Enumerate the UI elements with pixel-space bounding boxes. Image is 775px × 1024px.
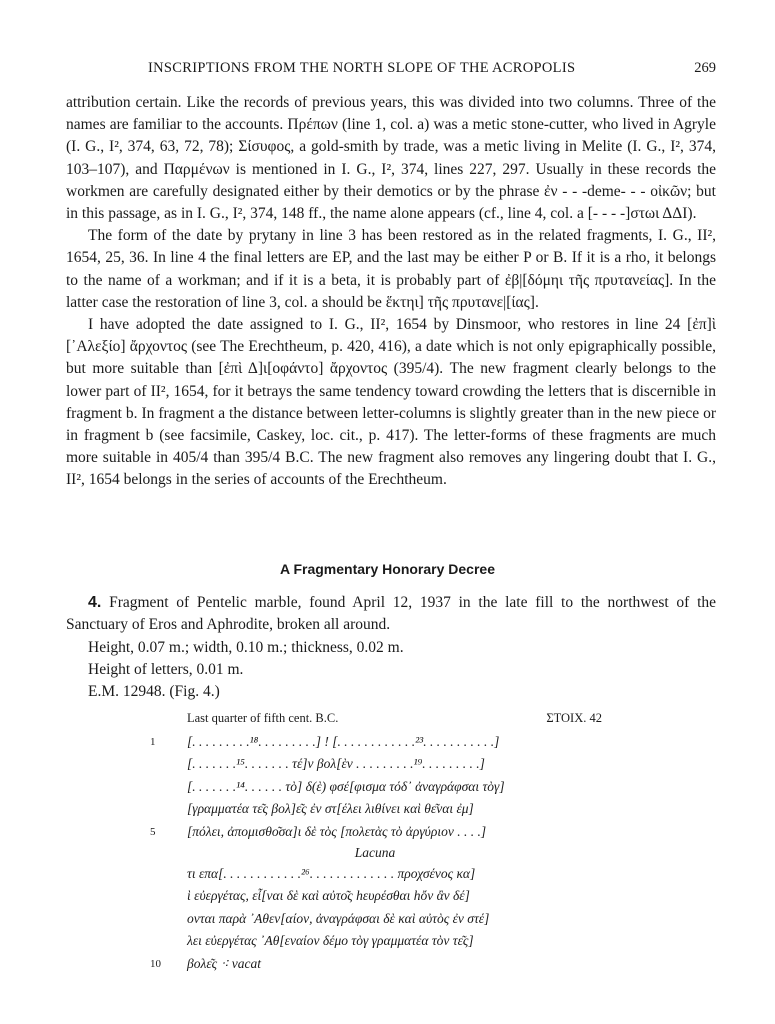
inscription-line [140, 953, 610, 975]
entry-text: Fragment of Pentelic marble, found April 12, 1937 in the late fill to the northwest of the Sanctuary of Eros and Aphrodite, broken all around. [66, 594, 717, 633]
lacuna-label: Lacuna [354, 844, 396, 860]
running-title: INSCRIPTIONS FROM THE NORTH SLOPE OF THE ACROPOLIS [148, 60, 576, 76]
line-text: βολε͂ς ⁖ vacat [187, 955, 262, 971]
inscription-heading [140, 711, 610, 731]
line-text: ὶ εὐεργέτας, εἶ[ναι δὲ καὶ αὐτο͂ς hευρέσθαι hὄν ἂν δέ] [187, 888, 470, 904]
inscription-line [140, 753, 610, 775]
stoichedon-label: ΣΤΟΙΧ. 42 [546, 711, 602, 725]
line-number: 10 [150, 957, 161, 970]
entry-letter-height: Height of letters, 0.01 m. [88, 661, 244, 678]
paragraph-2: The form of the date by prytany in line 3 has been restored as in the related fragments, I. G., II², 1654, 25, 36. In line 4 the final letters are ΕΡ, and the last may be either P or B. If it is a rho, it belongs to the name of a workman; and if it is a beta, it is probably part of ἐβ|[δόμηι τῆς πρυτανείας]. In the latter case the restoration of line 3, col. a should be ἕκτηι] τῆς πρυτανε|[ίας]. [66, 227, 716, 311]
inscription-line [140, 776, 610, 798]
line-text: [. . . . . . .¹⁴. . . . . . τὸ] δ(ὲ) φσέ[φισμα τόδ᾿ ἀναγράφσαι τὸγ] [187, 778, 505, 794]
line-text: [. . . . . . . . .¹⁸. . . . . . . . .] ! [. . . . . . . . . . . .²³. . . . . . . . . . .] [187, 734, 500, 749]
inscription-text [140, 711, 610, 975]
inscription-line [140, 863, 610, 885]
line-number: 5 [150, 825, 156, 838]
section-title: A Fragmentary Honorary Decree [279, 561, 495, 577]
inscription-line [140, 821, 610, 843]
entry-paragraph [66, 592, 716, 635]
date-label: Last quarter of fifth cent. B.C. [187, 711, 339, 725]
line-text: τι επα[. . . . . . . . . . . .²⁶. . . . . . . . . . . . . προχσένος κα] [187, 865, 476, 881]
inscription-line [140, 798, 610, 820]
line-text: λει εὐεργέτας ᾿Αθ[εναίον δέμο τὸγ γραμματέα τὸν τε͂ς] [187, 933, 474, 949]
line-text: [γραμματέα τε͂ς βολ]ε͂ς ἐν στ[έλει λιθίνει καὶ θε͂ναι ἐμ] [187, 801, 474, 817]
inscription-line [140, 731, 610, 753]
inscription-line [140, 908, 610, 930]
entry-inventory: E.M. 12948. (Fig. 4.) [88, 683, 220, 700]
paragraph-1: attribution certain. Like the records of previous years, this was divided into two columns. Three of the names are familiar to the accounts. Πρέπων (line 1, col. a) was a metic stone-cutter, who lived in Agryle (I. G., I², 374, 63, 72, 78); Σίσυφος, a gold-smith by trade, was a metic living in Melite (I. G., I², 374, 103–107), and Παρμένων is mentioned in I. G., I², 374, lines 227, 297. Usually in these records the workmen are carefully designated either by their demotics or by the phrase ἐν - - -deme- - - οἰκῶν; but in this passage, as in I. G., I², 374, 148 ff., the name alone appears (cf., line 4, col. a [- - - -]στωι ΔΔΙ). [66, 94, 716, 223]
line-text: [πόλει, ἀπομισθο͂σα]ι δὲ τὸς [πολετὰς τὸ ἀργύριον . . . .] [187, 823, 487, 839]
line-number: 1 [150, 736, 156, 748]
entry-dimensions: Height, 0.07 m.; width, 0.10 m.; thickness, 0.02 m. [88, 639, 404, 656]
line-text: ονται παρὰ ᾿Αθεν[αίον, ἀναγράφσαι δὲ καὶ αὐτὸς ἐν στέ] [187, 910, 490, 926]
body-text [66, 92, 716, 492]
page-number: 269 [694, 60, 716, 76]
entry-number: 4. [88, 594, 102, 611]
inscription-line [140, 930, 610, 952]
paragraph-3: I have adopted the date assigned to I. G., II², 1654 by Dinsmoor, who restores in line 24 [ἐπ]ὶ [᾿Αλεξίο] ἄρχοντος (see The Erechtheum, p. 420, 416), a date which is not only epigraphically possible, but more suitable than [ἐπὶ Δ]ι[οφάντο] ἄρχοντος (395/4). The new fragment clearly belongs to the lower part of II², 1654, for it betrays the same tendency toward crowding the letters that is discernible in fragment b. In fragment a the distance between letter-columns is slightly greater than in the new piece or in fragment b (see facsimile, Caskey, loc. cit., p. 417). The letter-forms of these fragments are much more suitable in 405/4 than 395/4 B.C. The new fragment also removes any lingering doubt that I. G., II², 1654 belongs in the series of accounts of the Erechtheum. [66, 316, 716, 489]
inscription-line [140, 885, 610, 907]
line-text: [. . . . . . .¹⁵. . . . . . . τέ]ν βολ[ὲν . . . . . . . . .¹⁹. . . . . . . . .] [187, 756, 485, 772]
